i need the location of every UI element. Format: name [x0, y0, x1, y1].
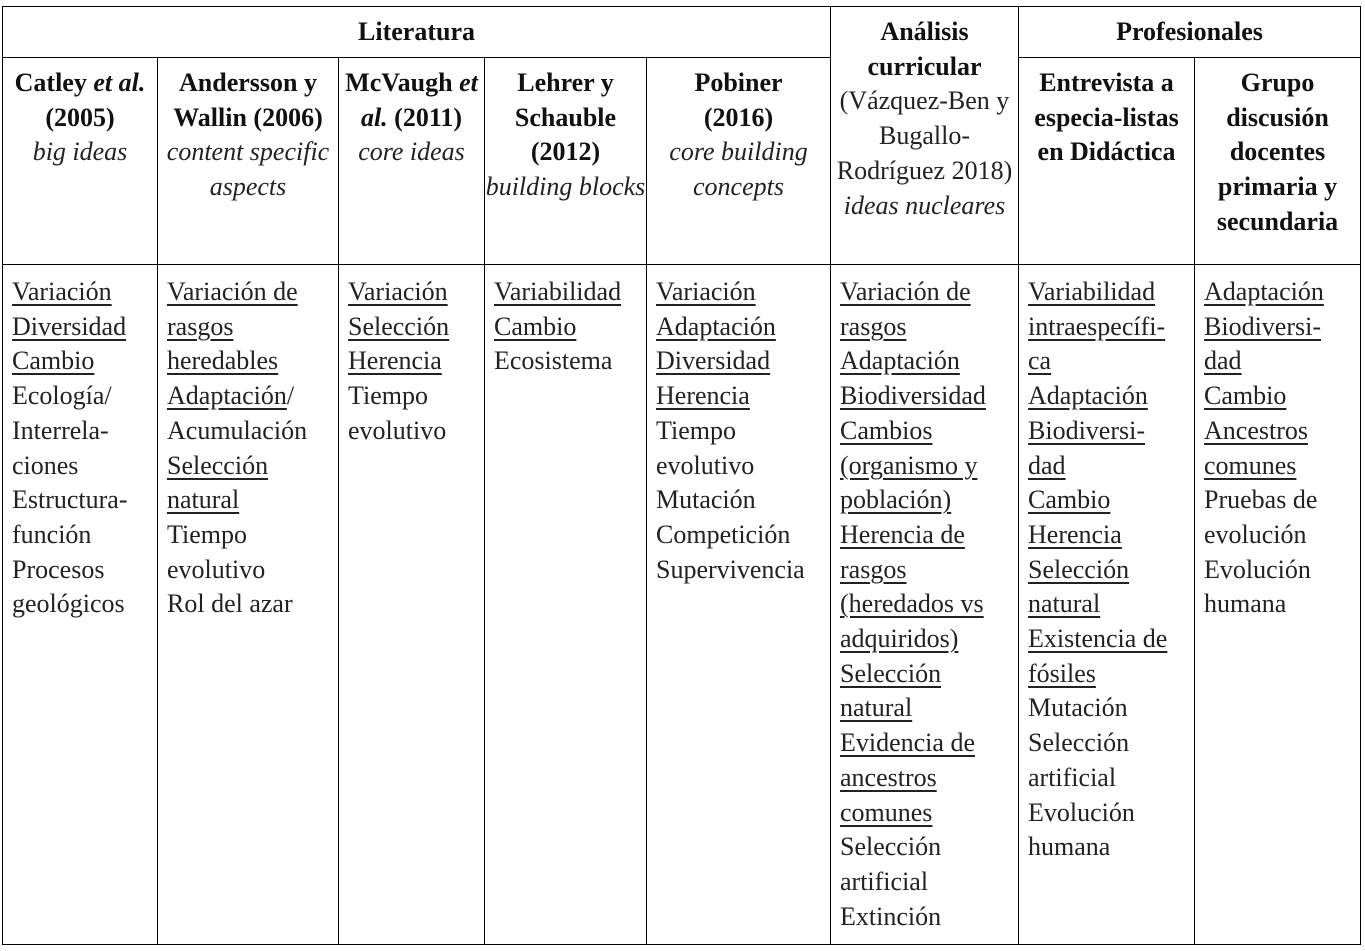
list-item: Interrela- — [12, 415, 109, 445]
header-mcvaugh — [339, 58, 485, 265]
list-item: comunes — [1204, 450, 1297, 480]
list-item: Cambio — [1028, 485, 1111, 515]
list-item: Diversidad — [12, 311, 127, 341]
list-item: Tiempo — [656, 415, 736, 445]
list-item: Biodiversi- — [1204, 311, 1321, 341]
list-item: Variación de — [167, 277, 298, 306]
list-item: humana — [1204, 589, 1287, 619]
list-item: Acumulación — [167, 415, 308, 445]
mcvaugh-year: (2011) — [387, 102, 463, 132]
group-profesionales — [1019, 7, 1361, 58]
list-item: fósiles — [1028, 658, 1096, 688]
header-andersson — [158, 58, 339, 265]
list-item: Rol del azar — [167, 589, 293, 619]
list-item: Cambio — [12, 346, 95, 376]
mcvaugh-author: McVaugh — [345, 68, 460, 97]
list-item: adquiridos) — [840, 624, 959, 654]
header-lehrer — [485, 58, 647, 265]
list-item: Extinción — [840, 901, 942, 931]
list-item: Adaptación — [1204, 277, 1324, 306]
list-item: Herencia — [1028, 519, 1122, 549]
header-grupo — [1195, 58, 1361, 265]
list-item: geológicos — [12, 589, 125, 619]
list-item: Adaptación — [840, 346, 960, 376]
analisis-reference: (Vázquez-Ben y Bugallo-Rodríguez 2018) — [836, 86, 1013, 185]
header-entrevista — [1019, 58, 1195, 265]
list-item: Variabilidad — [494, 277, 622, 306]
mcvaugh-et-al: et al. — [360, 68, 478, 132]
list-item: Ancestros — [1204, 415, 1308, 445]
andersson-title: Andersson y Wallin (2006) — [173, 68, 323, 132]
list-item: Tiempo — [167, 519, 247, 549]
cell-entrevista — [1019, 265, 1195, 945]
cell-grupo — [1195, 265, 1361, 945]
list-item — [167, 379, 338, 414]
entrevista-title: Entrevista a especia-listas en Didáctica — [1034, 68, 1179, 167]
list-item: Existencia de — [1028, 624, 1168, 654]
list-item: heredables — [167, 346, 279, 376]
mcvaugh-list — [348, 275, 484, 449]
list-item: Herencia — [348, 346, 442, 376]
list-item: artificial — [1028, 762, 1117, 792]
list-item: Variación — [656, 277, 756, 306]
list-item: Cambios — [840, 415, 933, 445]
list-item: Biodiversidad — [840, 381, 986, 411]
list-item: Herencia de — [840, 519, 965, 549]
list-item: ancestros — [840, 762, 937, 792]
list-item: Supervivencia — [656, 554, 805, 584]
header-pobiner — [647, 58, 831, 265]
list-item: evolución — [1204, 519, 1307, 549]
group-profesionales-label: Profesionales — [1116, 17, 1263, 46]
list-item: Evolución — [1028, 797, 1135, 827]
mcvaugh-term: core ideas — [358, 137, 465, 167]
group-literatura — [3, 7, 831, 58]
list-item: Evidencia de — [840, 728, 975, 758]
list-item: Selección — [1028, 728, 1130, 758]
pobiner-list — [656, 275, 830, 587]
list-item: natural — [1028, 589, 1101, 619]
catley-et-al: et al. — [93, 68, 146, 97]
list-item: Cambio — [494, 311, 577, 341]
list-item: (organismo y — [840, 450, 978, 480]
list-item: Pruebas de — [1204, 485, 1318, 515]
group-literatura-label: Literatura — [358, 17, 475, 46]
list-item: Ecología/ — [12, 381, 112, 411]
list-item: Selección — [840, 658, 942, 688]
analisis-term: ideas nucleares — [843, 190, 1006, 220]
grupo-list — [1204, 275, 1360, 622]
list-item: comunes — [840, 797, 933, 827]
andersson-term: content specific aspects — [166, 137, 330, 202]
list-item: rasgos — [167, 311, 234, 341]
list-item: Diversidad — [656, 346, 771, 376]
list-item: humana — [1028, 832, 1111, 862]
analisis-list — [840, 275, 1018, 934]
list-item: Adaptación — [656, 311, 776, 341]
list-item: Mutación — [656, 485, 756, 515]
list-item: Estructura- — [12, 485, 128, 515]
cell-andersson — [158, 265, 339, 945]
cell-pobiner — [647, 265, 831, 945]
list-item: Evolución — [1204, 554, 1311, 584]
list-item: natural — [840, 693, 913, 723]
list-item: Adaptación — [1028, 381, 1148, 411]
catley-list — [12, 275, 157, 622]
list-item: Ecosistema — [494, 346, 613, 376]
list-item: evolutivo — [656, 450, 755, 480]
analisis-title-line1: Análisis — [880, 17, 969, 46]
list-item-suffix: / — [286, 381, 295, 411]
list-item: dad — [1204, 346, 1242, 376]
cell-mcvaugh — [339, 265, 485, 945]
list-item: natural — [167, 485, 240, 515]
list-item: Mutación — [1028, 693, 1128, 723]
header-catley — [3, 58, 158, 265]
list-item: rasgos — [840, 554, 907, 584]
lehrer-list — [494, 275, 646, 379]
header-analisis-curricular — [831, 7, 1019, 265]
list-item: ca — [1028, 346, 1052, 376]
list-item: ciones — [12, 450, 79, 480]
list-item: Variación — [12, 277, 112, 306]
list-item: Biodiversi- — [1028, 415, 1145, 445]
pobiner-term: core building concepts — [669, 137, 808, 202]
list-item: Selección — [348, 311, 450, 341]
catley-author: Catley — [14, 68, 94, 97]
analisis-title-line2: curricular — [867, 51, 982, 81]
list-item-underlined-part: Adaptación — [167, 381, 287, 411]
list-item: artificial — [840, 866, 929, 896]
pobiner-title: Pobiner (2016) — [694, 68, 783, 132]
entrevista-list — [1028, 275, 1194, 865]
list-item: Herencia — [656, 381, 750, 411]
list-item: Cambio — [1204, 381, 1287, 411]
list-item: evolutivo — [348, 415, 447, 445]
concepts-table — [2, 6, 1361, 945]
cell-lehrer — [485, 265, 647, 945]
list-item: dad — [1028, 450, 1066, 480]
list-item: intraespecífi- — [1028, 311, 1166, 341]
list-item: Selección — [167, 450, 269, 480]
lehrer-term: building blocks — [485, 172, 646, 202]
list-item: Selección — [840, 832, 942, 862]
list-item: Selección — [1028, 554, 1130, 584]
list-item: rasgos — [840, 311, 907, 341]
list-item: Variabilidad — [1028, 277, 1156, 306]
list-item: Procesos — [12, 554, 105, 584]
catley-year: (2005) — [45, 102, 115, 132]
list-item: evolutivo — [167, 554, 266, 584]
list-item: población) — [840, 485, 952, 515]
grupo-title: Grupo discusión docentes primaria y secundaria — [1216, 68, 1339, 236]
list-item: Tiempo — [348, 381, 428, 411]
cell-catley — [3, 265, 158, 945]
list-item: (heredados vs — [840, 589, 984, 619]
cell-analisis — [831, 265, 1019, 945]
list-item: función — [12, 519, 92, 549]
list-item: Competición — [656, 519, 791, 549]
list-item: Variación — [348, 277, 448, 306]
list-item: Variación de — [840, 277, 971, 306]
catley-term: big ideas — [32, 137, 128, 167]
lehrer-title: Lehrer y Schauble (2012) — [514, 68, 617, 167]
